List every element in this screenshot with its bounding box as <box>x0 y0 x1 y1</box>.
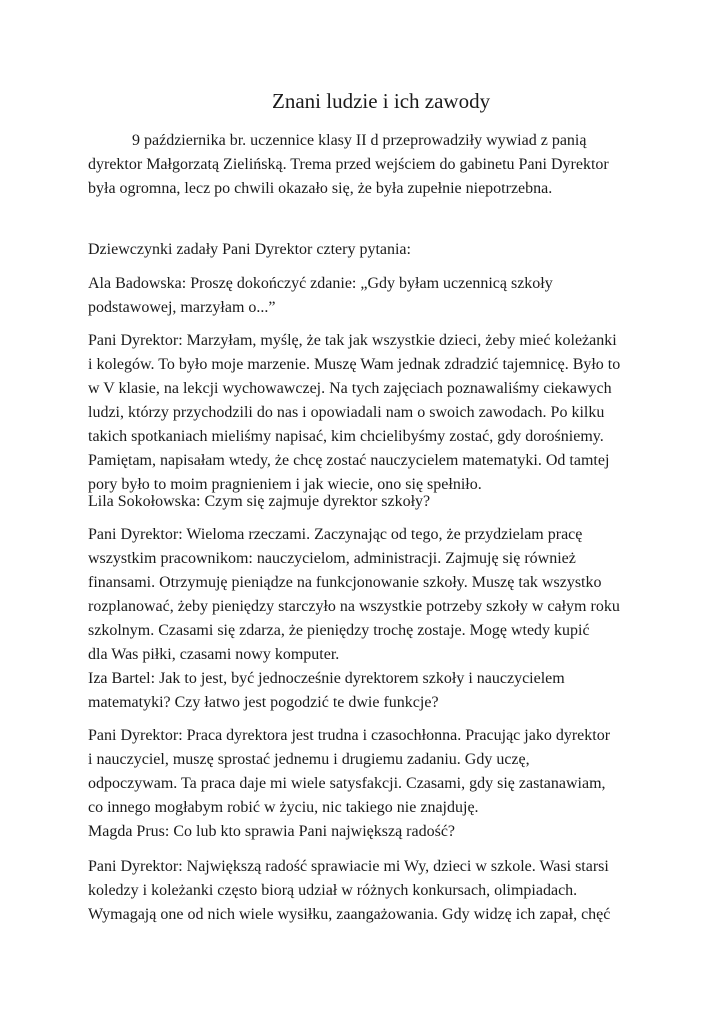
document-title: Znani ludzie i ich zawody <box>272 89 491 113</box>
text-line: Ala Badowska: Proszę dokończyć zdanie: „Gdy byłam uczennicą szkoły <box>88 275 553 292</box>
text-line: dla Was piłki, czasami nowy komputer. <box>88 646 340 663</box>
text-line: podstawowej, marzyłam o...” <box>88 299 276 316</box>
answer-paragraph <box>88 724 648 820</box>
text-line: Dziewczynki zadały Pani Dyrektor cztery pytania: <box>88 241 411 258</box>
text-line: dyrektor Małgorzatą Zielińską. Trema przed wejściem do gabinetu Pani Dyrektor <box>88 156 609 173</box>
answer-paragraph <box>88 329 648 497</box>
text-line: Pani Dyrektor: Praca dyrektora jest trudna i czasochłonna. Pracując jako dyrektor <box>88 727 611 744</box>
answer-paragraph <box>88 523 648 667</box>
answer-paragraph <box>88 855 648 927</box>
text-line: odpoczywam. Ta praca daje mi wiele satysfakcji. Czasami, gdy się zastanawiam, <box>88 775 606 792</box>
text-line: i kolegów. To było moje marzenie. Muszę Wam jednak zdradzić tajemnicę. Było to <box>88 356 621 373</box>
text-line: Iza Bartel: Jak to jest, być jednocześnie dyrektorem szkoły i nauczycielem <box>88 670 565 687</box>
text-line: wszystkim pracownikom: nauczycielom, administracji. Zajmuję się również <box>88 550 576 567</box>
text-line: Pani Dyrektor: Marzyłam, myślę, że tak jak wszystkie dzieci, żeby mieć koleżanki <box>88 332 617 349</box>
text-line: w V klasie, na lekcji wychowawczej. Na tych zajęciach poznawaliśmy ciekawych <box>88 380 612 397</box>
text-line: co innego mogłabym robić w życiu, nic takiego nie znajduję. <box>88 799 479 816</box>
question-paragraph <box>88 667 648 715</box>
text-line: Lila Sokołowska: Czym się zajmuje dyrektor szkoły? <box>88 493 431 510</box>
text-line: szkolnym. Czasami się zdarza, że pieniędzy trochę zostaje. Mogę wtedy kupić <box>88 622 590 639</box>
text-line: Magda Prus: Co lub kto sprawia Pani największą radość? <box>88 823 456 840</box>
text-line: finansami. Otrzymuję pieniądze na funkcjonowanie szkoły. Muszę tak wszystko <box>88 574 602 591</box>
text-line: 9 października br. uczennice klasy II d przeprowadziły wywiad z panią <box>132 132 587 149</box>
intro-paragraph <box>88 129 648 201</box>
text-line: Pani Dyrektor: Największą radość sprawiacie mi Wy, dzieci w szkole. Wasi starsi <box>88 858 609 875</box>
question-paragraph <box>88 272 648 320</box>
question-paragraph <box>88 490 648 514</box>
text-line: pory było to moim pragnieniem i jak wiecie, ono się spełniło. <box>88 476 482 493</box>
text-line: Pani Dyrektor: Wieloma rzeczami. Zaczynając od tego, że przydzielam pracę <box>88 526 583 543</box>
question-paragraph <box>88 820 648 844</box>
text-line: Wymagają one od nich wiele wysiłku, zaangażowania. Gdy widzę ich zapał, chęć <box>88 906 611 923</box>
text-line: matematyki? Czy łatwo jest pogodzić te dwie funkcje? <box>88 694 439 711</box>
text-line: takich spotkaniach mieliśmy napisać, kim chcielibyśmy zostać, gdy dorośniemy. <box>88 428 604 445</box>
text-line: koledzy i koleżanki często biorą udział w różnych konkursach, olimpiadach. <box>88 882 578 899</box>
text-line: była ogromna, lecz po chwili okazało się, że była zupełnie niepotrzebna. <box>88 180 553 197</box>
text-line: i nauczyciel, muszę sprostać jednemu i drugiemu zadaniu. Gdy uczę, <box>88 751 530 768</box>
text-line: rozplanować, żeby pieniędzy starczyło na wszystkie potrzeby szkoły w całym roku <box>88 598 620 615</box>
questions-intro-paragraph <box>88 238 648 262</box>
text-line: ludzi, którzy przychodzili do nas i opowiadali nam o swoich zawodach. Po kilku <box>88 404 605 421</box>
text-line: Pamiętam, napisałam wtedy, że chcę zostać nauczycielem matematyki. Od tamtej <box>88 452 610 469</box>
